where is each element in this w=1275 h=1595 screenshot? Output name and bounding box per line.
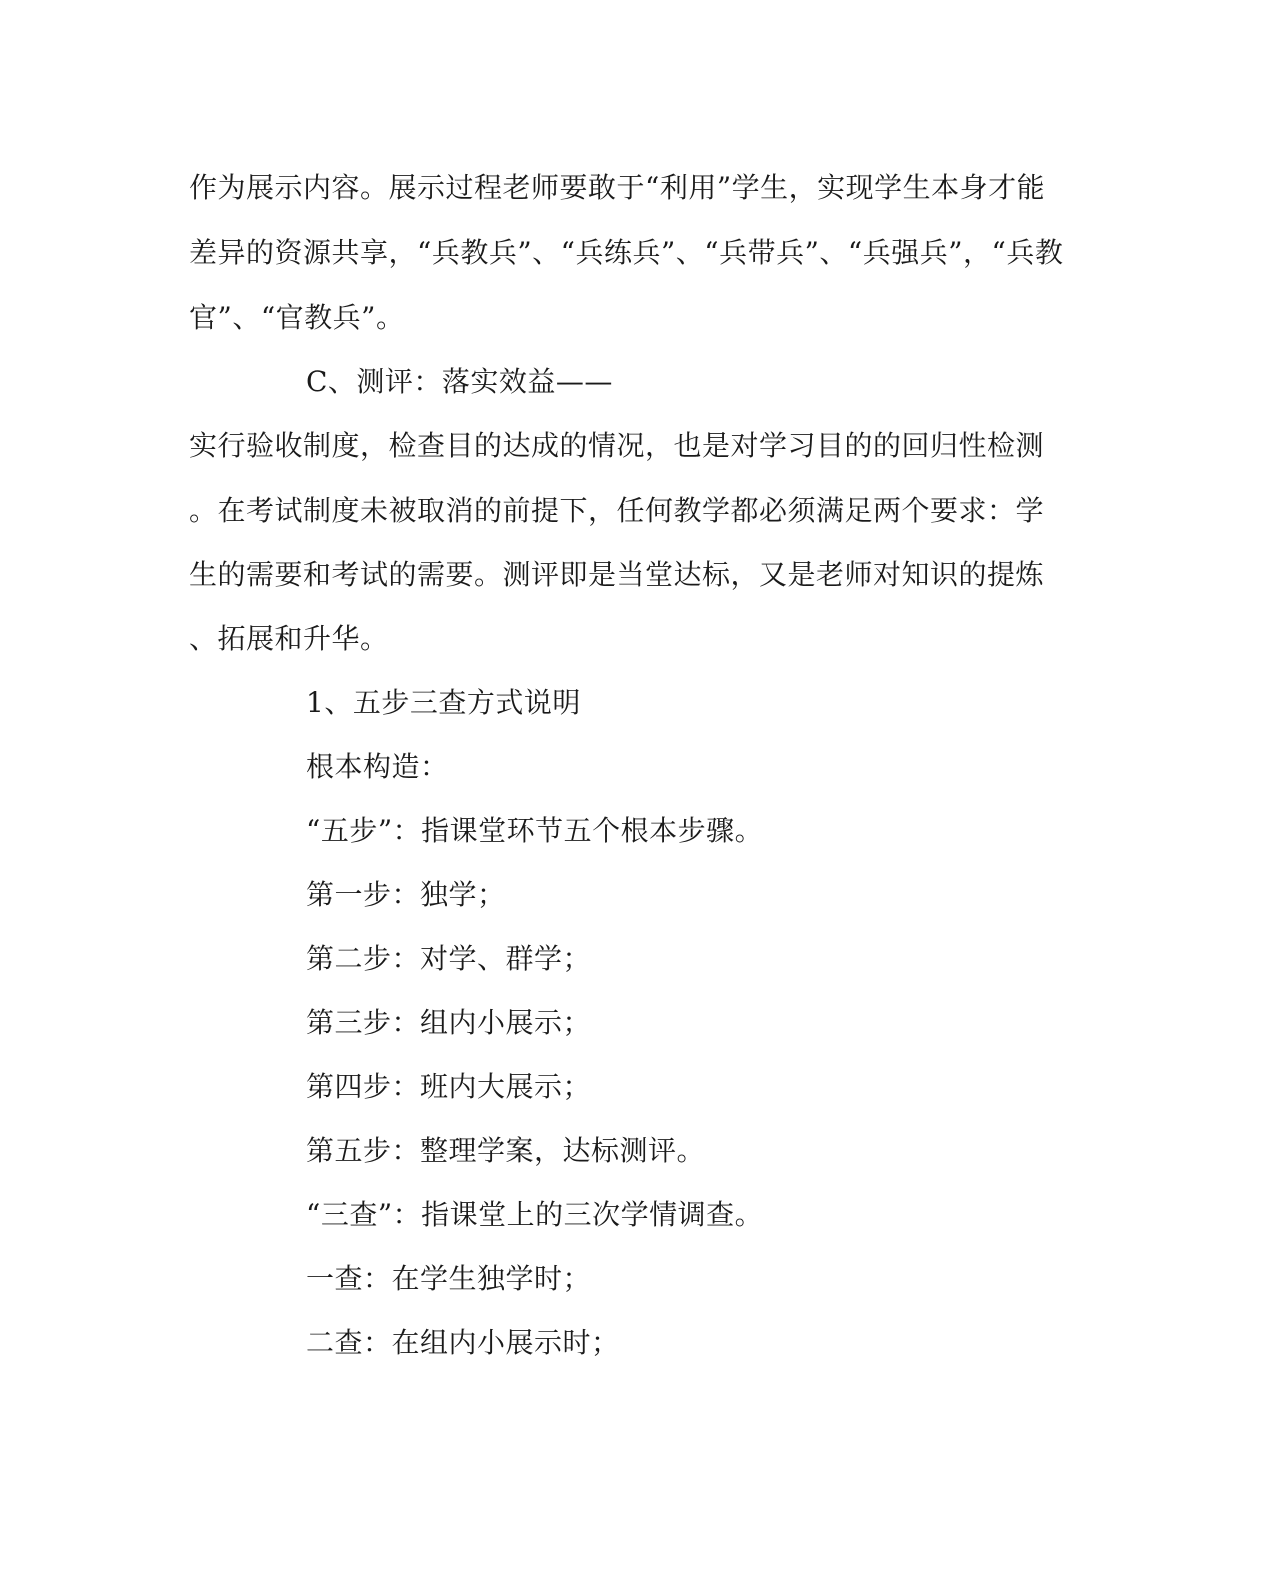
section-heading: C、测评：落实效益—— [306,365,613,398]
paragraph-line: 。在考试制度未被取消的前提下，任何教学都必须满足两个要求：学 [189,494,1045,527]
paragraph-line: 作为展示内容。展示过程老师要敢于“利用”学生，实现学生本身才能 [189,171,1046,204]
list-item: “五步”：指课堂环节五个根本步骤。 [306,814,764,847]
paragraph-line: 生的需要和考试的需要。测评即是当堂达标，又是老师对知识的提炼 [189,558,1045,591]
list-item: “三查”：指课堂上的三次学情调查。 [306,1198,764,1231]
list-item: 第一步：独学； [306,878,506,911]
list-item: 一查：在学生独学时； [306,1262,592,1295]
list-item: 二查：在组内小展示时； [306,1326,620,1359]
list-item: 根本构造： [306,750,449,783]
list-item: 第五步：整理学案，达标测评。 [306,1134,706,1167]
list-item: 第二步：对学、群学； [306,942,592,975]
paragraph-line: 、拓展和升华。 [189,622,389,655]
list-item: 第三步：组内小展示； [306,1006,592,1039]
paragraph-line: 官”、“官教兵”。 [189,301,405,334]
paragraph-line: 实行验收制度，检查目的达成的情况，也是对学习目的的回归性检测 [189,429,1045,462]
paragraph-line: 差异的资源共享，“兵教兵”、“兵练兵”、“兵带兵”、“兵强兵”，“兵教 [189,236,1064,269]
list-item: 第四步：班内大展示； [306,1070,592,1103]
list-heading: 1、五步三查方式说明 [306,686,581,719]
